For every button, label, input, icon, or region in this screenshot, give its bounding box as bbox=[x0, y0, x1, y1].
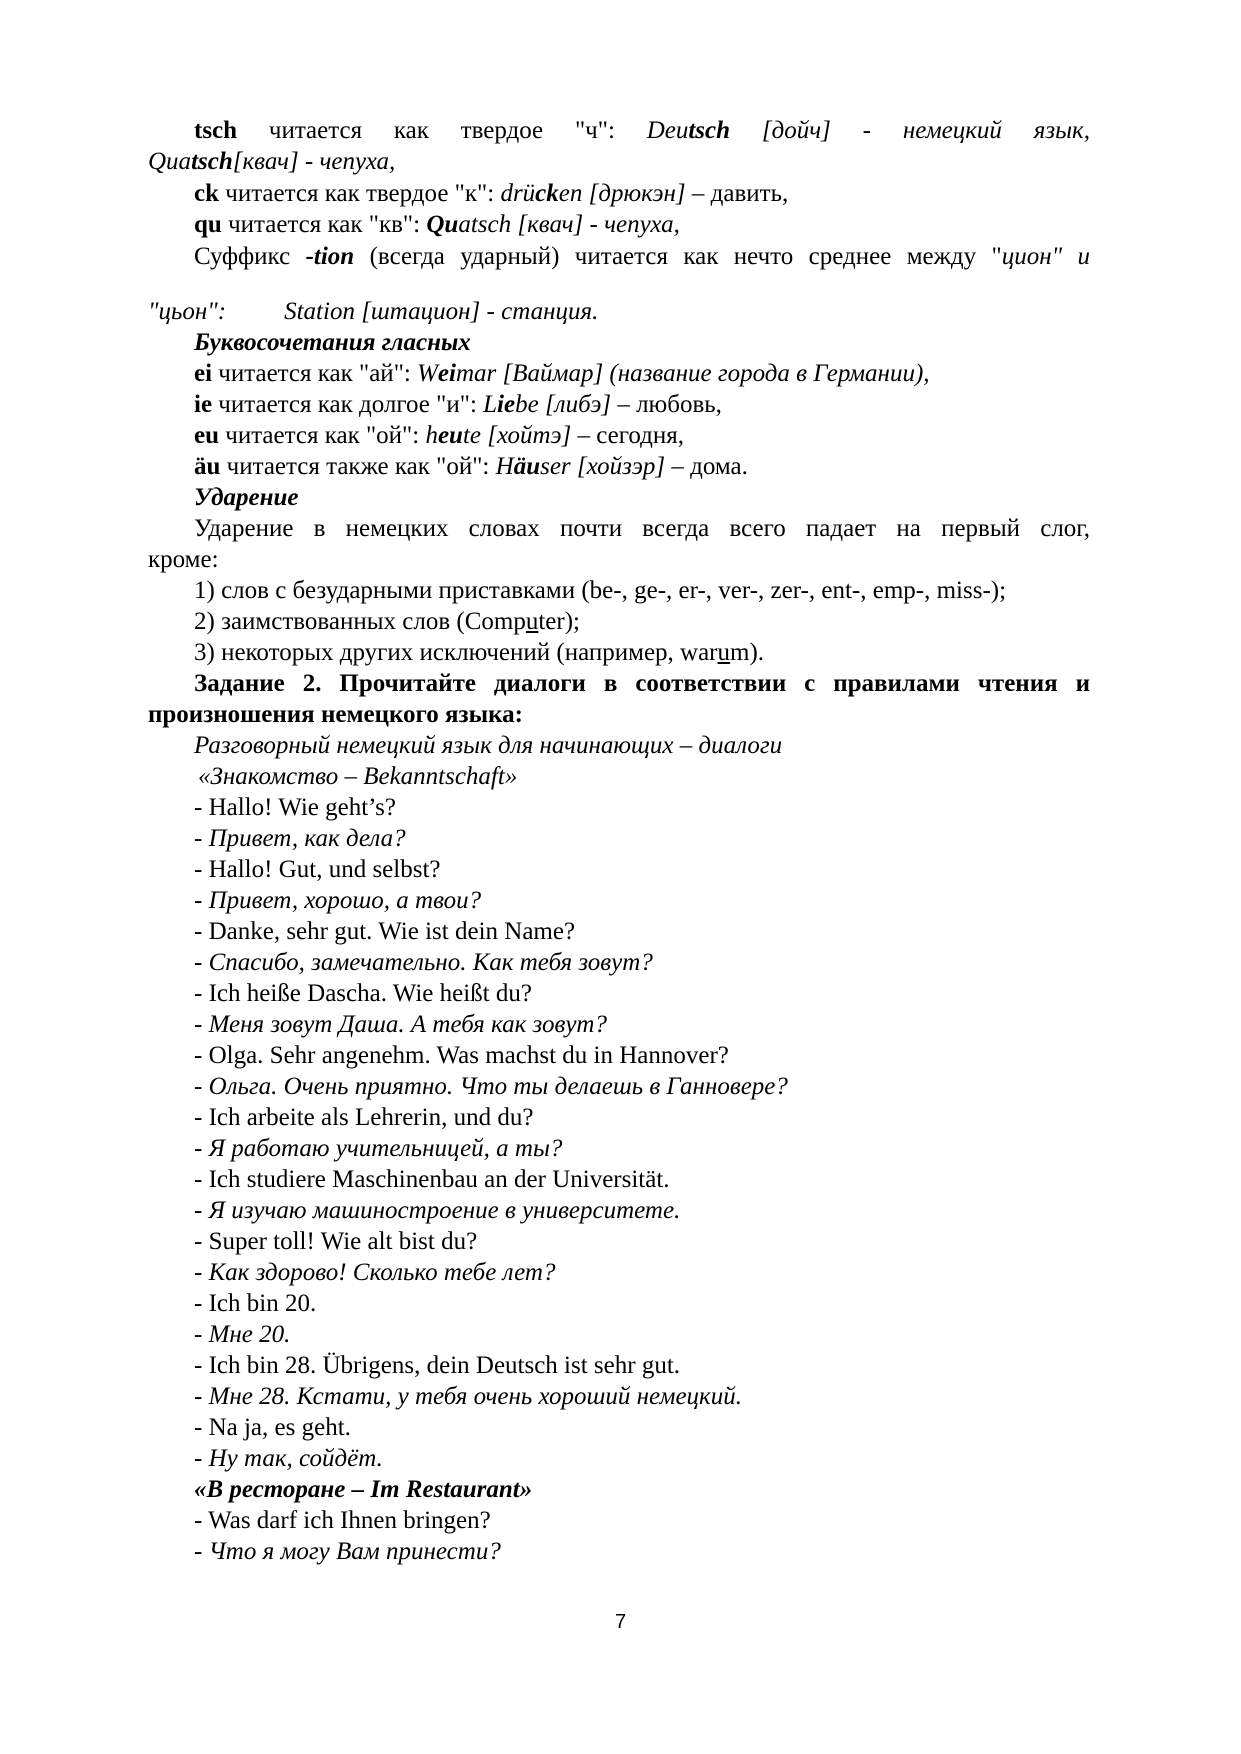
task-line1: Задание 2. Прочитайте диалоги в соответствии с правилами чтения и bbox=[194, 670, 1090, 697]
stress-rule-2: 2) заимствованных слов (Computer); bbox=[194, 608, 580, 635]
dialog1-line: - Ich bin 28. Übrigens, dein Deutsch ist sehr gut. bbox=[194, 1352, 681, 1379]
dialog1-line: - Ich studiere Maschinenbau an der Universität. bbox=[194, 1166, 670, 1193]
dialog1-line: - Спасибо, замечательно. Как тебя зовут? bbox=[194, 949, 653, 976]
dialog1-title: «Знакомство – Bekanntschaft» bbox=[198, 763, 518, 790]
dialog1-line: - Ich heiße Dascha. Wie heißt du? bbox=[194, 980, 532, 1007]
rule-ie: ie читается как долгое "и": Liebe [либэ] – любовь, bbox=[194, 391, 722, 418]
task-line2: произношения немецкого языка: bbox=[148, 701, 523, 728]
vowels-heading: Буквосочетания гласных bbox=[194, 329, 471, 356]
dialog1-line: - Ольга. Очень приятно. Что ты делаешь в Ганновере? bbox=[194, 1073, 788, 1100]
dialog1-line: - Super toll! Wie alt bist du? bbox=[194, 1228, 478, 1255]
rule-tion-line1: Суффикс -tion (всегда ударный) читается как нечто среднее между "цион" и bbox=[194, 243, 1091, 270]
dialog1-line: - Olga. Sehr angenehm. Was machst du in Hannover? bbox=[194, 1042, 729, 1069]
dialog2-title: «В ресторане – Im Restaurant» bbox=[194, 1476, 533, 1503]
dialog-intro: Разговорный немецкий язык для начинающих – диалоги bbox=[194, 732, 783, 759]
stress-heading: Ударение bbox=[194, 484, 299, 511]
dialog1-line: - Привет, хорошо, а твои? bbox=[194, 887, 482, 914]
dialog1-line: - Hallo! Gut, und selbst? bbox=[194, 856, 441, 883]
dialog1-line: - Меня зовут Даша. А тебя как зовут? bbox=[194, 1011, 607, 1038]
rule-tion-line2: "цьон": Station [штацион] - станция. bbox=[148, 298, 599, 325]
rule-au: äu читается также как "ой": Häuser [хойзэр] – дома. bbox=[194, 453, 748, 480]
stress-line1: Ударение в немецких словах почти всегда всего падает на первый слог, bbox=[194, 515, 1090, 542]
dialog1-line: - Я работаю учительницей, а ты? bbox=[194, 1135, 563, 1162]
rule-ei: ei читается как "ай": Weimar [Ваймар] (название города в Германии), bbox=[194, 360, 930, 387]
stress-rule-3: 3) некоторых других исключений (например, warum). bbox=[194, 639, 765, 666]
stress-line2: кроме: bbox=[148, 546, 219, 573]
rule-tsch-line1: tsch читается как твердое "ч": Deutsch [дойч] - немецкий язык, bbox=[194, 117, 1090, 144]
stress-rule-1: 1) слов с безударными приставками (be-, ge-, er-, ver-, zer-, ent-, emp-, miss-); bbox=[194, 577, 1007, 604]
dialog1-line: - Na ja, es geht. bbox=[194, 1414, 351, 1441]
dialog2-line: - Was darf ich Ihnen bringen? bbox=[194, 1507, 491, 1534]
dialog1-line: - Привет, как дела? bbox=[194, 825, 406, 852]
rule-tsch-line2: Quatsch[квач] - чепуха, bbox=[148, 148, 396, 175]
dialog1-line: - Danke, sehr gut. Wie ist dein Name? bbox=[194, 918, 576, 945]
dialog1-line: - Hallo! Wie geht’s? bbox=[194, 794, 396, 821]
dialog1-line: - Мне 20. bbox=[194, 1321, 291, 1348]
rule-ck: ck читается как твердое "к": drücken [дрюкэн] – давить, bbox=[194, 180, 789, 207]
dialog1-line: - Я изучаю машиностроение в университете. bbox=[194, 1197, 681, 1224]
dialog1-line: - Ich arbeite als Lehrerin, und du? bbox=[194, 1104, 534, 1131]
dialog1-line: - Как здорово! Сколько тебе лет? bbox=[194, 1259, 556, 1286]
rule-qu: qu читается как "кв": Quatsch [квач] - чепуха, bbox=[194, 211, 680, 238]
dialog1-line: - Ich bin 20. bbox=[194, 1290, 317, 1317]
rule-eu: eu читается как "ой": heute [хойтэ] – сегодня, bbox=[194, 422, 685, 449]
dialog1-line: - Мне 28. Кстати, у тебя очень хороший немецкий. bbox=[194, 1383, 742, 1410]
dialog2-line: - Что я могу Вам принести? bbox=[194, 1538, 501, 1565]
dialog1-line: - Ну так, сойдёт. bbox=[194, 1445, 383, 1472]
page-number: 7 bbox=[614, 1611, 627, 1633]
